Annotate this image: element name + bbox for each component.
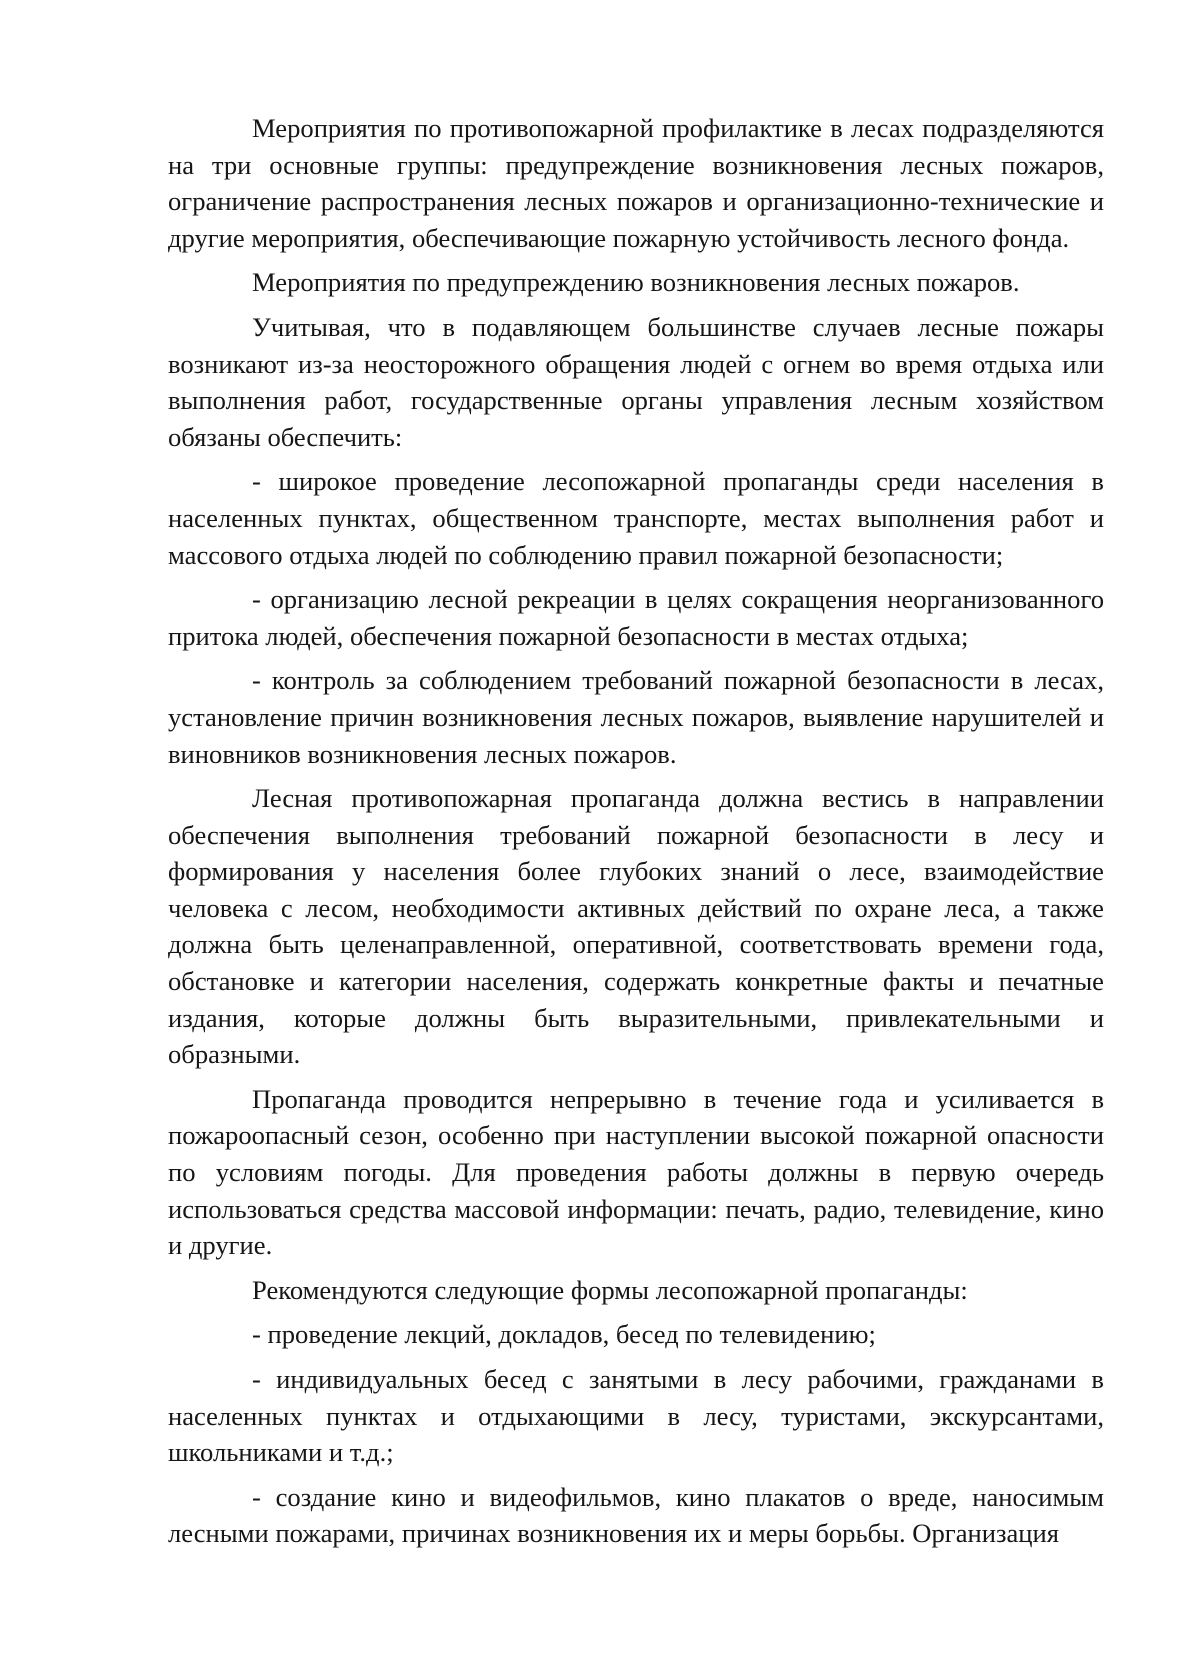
document-page <box>168 110 1104 1552</box>
paragraph-forest-propaganda: Лесная противопожарная пропаганда должна вестись в направлении обеспечения выполнения требований пожарной безопасности в лесу и формирования у населения более глубоких знаний о лесе, взаимодействие человека с лесом, необходимости активных действий по охране леса, а также должна быть целенаправленной, оперативной, соответствовать времени года, обстановке и категории населения, содержать конкретные факты и печатные издания, которые должны быть выразительными, привлекательными и образными. <box>168 783 1104 1070</box>
list-item-individual-talks: - индивидуальных бесед с занятыми в лесу рабочими, гражданами в населенных пунктах и отдыхающими в лесу, туристами, экскурсантами, школьниками и т.д.; <box>168 1364 1104 1468</box>
paragraph-continuous-propaganda: Пропаганда проводится непрерывно в течение года и усиливается в пожароопасный сезон, особенно при наступлении высокой пожарной опасности по условиям погоды. Для проведения работы должны в первую очередь использоваться средства массовой информации: печать, радио, телевидение, кино и другие. <box>168 1083 1104 1261</box>
list-item-propaganda: - широкое проведение лесопожарной пропаганды среди населения в населенных пунктах, общественном транспорте, местах выполнения работ и массового отдыха людей по соблюдению правил пожарной безопасности; <box>168 466 1104 570</box>
list-item-recreation: - организацию лесной рекреации в целях сокращения неорганизованного притока людей, обеспечения пожарной безопасности в местах отдыха; <box>168 584 1104 651</box>
paragraph-intro: Мероприятия по противопожарной профилактике в лесах подразделяются на три основные группы: предупреждение возникновения лесных пожаров, ограничение распространения лесных пожаров и организационно-технические и другие мероприятия, обеспечивающие пожарную устойчивость лесного фонда. <box>168 113 1104 253</box>
list-item-lectures: - проведение лекций, докладов, бесед по телевидению; <box>252 1319 876 1350</box>
list-item-films: - создание кино и видеофильмов, кино плакатов о вреде, наносимым лесными пожарами, причинах возникновения их и меры борьбы. Организация <box>168 1481 1104 1549</box>
paragraph-heading-prevention: Мероприятия по предупреждению возникновения лесных пожаров. <box>252 267 1020 298</box>
paragraph-obligations: Учитывая, что в подавляющем большинстве случаев лесные пожары возникают из-за неосторожного обращения людей с огнем во время отдыха или выполнения работ, государственные органы управления лесным хозяйством обязаны обеспечить: <box>168 311 1104 452</box>
list-item-control: - контроль за соблюдением требований пожарной безопасности в лесах, установление причин возникновения лесных пожаров, выявление нарушителей и виновников возникновения лесных пожаров. <box>168 665 1104 769</box>
paragraph-recommended-forms: Рекомендуются следующие формы лесопожарной пропаганды: <box>252 1274 968 1305</box>
